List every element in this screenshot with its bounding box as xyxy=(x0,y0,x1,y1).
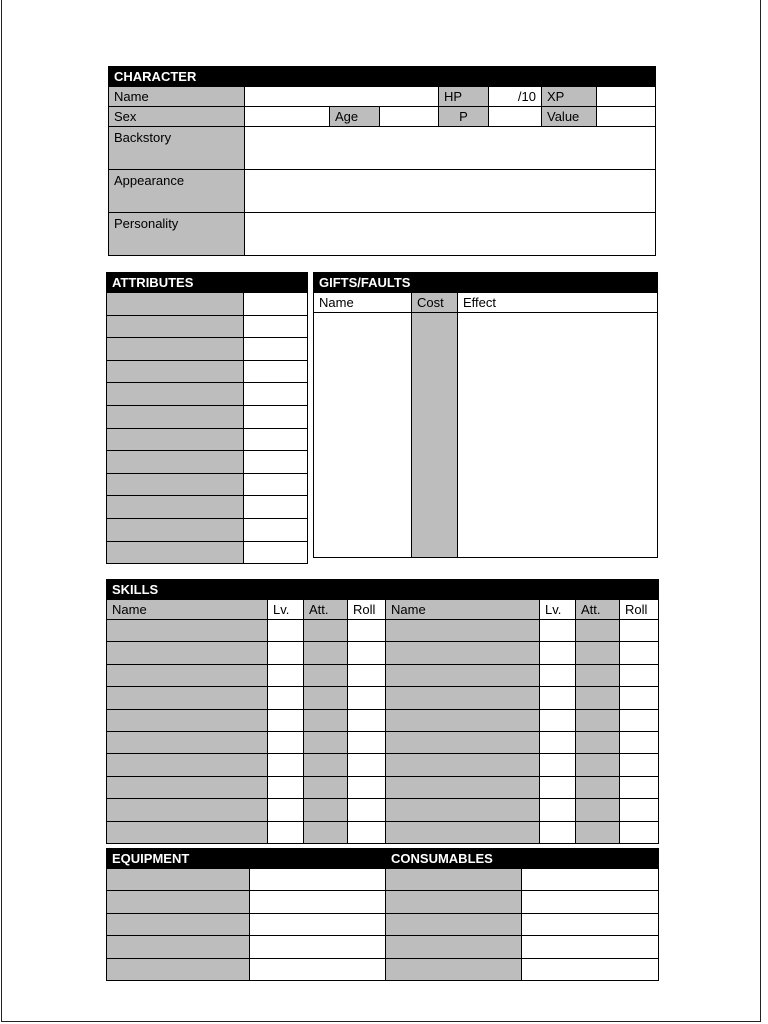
skill-att-cell[interactable] xyxy=(576,799,620,821)
skill-lv-cell[interactable] xyxy=(540,754,576,776)
skill-name-cell[interactable] xyxy=(107,731,268,753)
skill-roll-cell[interactable] xyxy=(348,687,386,709)
value-label: Value xyxy=(542,107,597,127)
skill-roll-cell[interactable] xyxy=(620,687,659,709)
skill-roll-cell[interactable] xyxy=(620,754,659,776)
consumable-value-cell[interactable] xyxy=(522,913,659,935)
consumable-name-cell[interactable] xyxy=(386,869,522,891)
skill-roll-cell[interactable] xyxy=(348,620,386,642)
skill-roll-cell[interactable] xyxy=(348,664,386,686)
equipment-value-cell[interactable] xyxy=(250,958,386,980)
skill-lv-cell[interactable] xyxy=(540,642,576,664)
attribute-value-cell[interactable] xyxy=(244,338,308,361)
gifts-effect-area[interactable] xyxy=(458,313,658,558)
skill-name-cell[interactable] xyxy=(386,642,540,664)
skills-col-name: Name xyxy=(107,600,268,620)
attribute-name-cell[interactable] xyxy=(107,518,244,541)
skill-name-cell[interactable] xyxy=(107,642,268,664)
skill-lv-cell[interactable] xyxy=(540,709,576,731)
attribute-value-cell[interactable] xyxy=(244,383,308,406)
skill-lv-cell[interactable] xyxy=(268,620,304,642)
attribute-row xyxy=(107,541,308,564)
attribute-value-cell[interactable] xyxy=(244,360,308,383)
skill-name-cell[interactable] xyxy=(386,731,540,753)
skill-row xyxy=(107,709,659,731)
equipment-header: EQUIPMENT xyxy=(107,849,386,869)
skill-roll-cell[interactable] xyxy=(620,731,659,753)
skill-name-cell[interactable] xyxy=(386,687,540,709)
skill-name-cell[interactable] xyxy=(386,821,540,843)
skill-roll-cell[interactable] xyxy=(620,709,659,731)
gifts-col-effect: Effect xyxy=(458,293,658,313)
skill-lv-cell[interactable] xyxy=(268,709,304,731)
attribute-name-cell[interactable] xyxy=(107,293,244,316)
skill-name-cell[interactable] xyxy=(107,709,268,731)
attribute-name-cell[interactable] xyxy=(107,338,244,361)
skill-roll-cell[interactable] xyxy=(620,620,659,642)
skill-lv-cell[interactable] xyxy=(268,776,304,798)
consumable-value-cell[interactable] xyxy=(522,936,659,958)
attribute-value-cell[interactable] xyxy=(244,451,308,474)
consumable-value-cell[interactable] xyxy=(522,869,659,891)
name-field[interactable] xyxy=(245,87,439,107)
skill-roll-cell[interactable] xyxy=(348,776,386,798)
value-field[interactable] xyxy=(597,107,656,127)
attribute-value-cell[interactable] xyxy=(244,496,308,519)
skill-att-cell[interactable] xyxy=(304,664,348,686)
attribute-row xyxy=(107,428,308,451)
skill-name-cell[interactable] xyxy=(107,664,268,686)
equipment-row xyxy=(107,869,659,891)
skill-roll-cell[interactable] xyxy=(620,664,659,686)
gifts-table xyxy=(313,272,658,558)
skill-att-cell[interactable] xyxy=(304,642,348,664)
age-label: Age xyxy=(330,107,380,127)
equipment-table xyxy=(106,848,659,981)
skill-name-cell[interactable] xyxy=(386,799,540,821)
skill-lv-cell[interactable] xyxy=(540,620,576,642)
attribute-row xyxy=(107,451,308,474)
skill-row xyxy=(107,731,659,753)
equipment-value-cell[interactable] xyxy=(250,913,386,935)
equipment-value-cell[interactable] xyxy=(250,891,386,913)
backstory-field[interactable] xyxy=(245,127,656,170)
skill-lv-cell[interactable] xyxy=(268,821,304,843)
skill-roll-cell[interactable] xyxy=(620,799,659,821)
gifts-col-cost: Cost xyxy=(412,293,458,313)
skill-row xyxy=(107,821,659,843)
p-field[interactable] xyxy=(489,107,542,127)
skill-att-cell[interactable] xyxy=(304,709,348,731)
attribute-value-cell[interactable] xyxy=(244,541,308,564)
skill-roll-cell[interactable] xyxy=(348,821,386,843)
skill-row xyxy=(107,642,659,664)
sex-field[interactable] xyxy=(245,107,330,127)
consumable-name-cell[interactable] xyxy=(386,936,522,958)
equipment-name-cell[interactable] xyxy=(107,958,250,980)
skill-lv-cell[interactable] xyxy=(540,776,576,798)
skill-row xyxy=(107,799,659,821)
consumable-value-cell[interactable] xyxy=(522,958,659,980)
attribute-name-cell[interactable] xyxy=(107,496,244,519)
skill-att-cell[interactable] xyxy=(576,731,620,753)
age-field[interactable] xyxy=(380,107,439,127)
consumables-header: CONSUMABLES xyxy=(386,849,659,869)
skill-att-cell[interactable] xyxy=(576,776,620,798)
equipment-name-cell[interactable] xyxy=(107,936,250,958)
skill-lv-cell[interactable] xyxy=(268,687,304,709)
skill-lv-cell[interactable] xyxy=(540,731,576,753)
skill-lv-cell[interactable] xyxy=(268,664,304,686)
hp-field[interactable]: /10 xyxy=(489,87,542,107)
skill-att-cell[interactable] xyxy=(576,664,620,686)
skill-att-cell[interactable] xyxy=(304,821,348,843)
personality-label: Personality xyxy=(109,213,245,256)
skill-name-cell[interactable] xyxy=(386,754,540,776)
skill-name-cell[interactable] xyxy=(107,687,268,709)
attribute-value-cell[interactable] xyxy=(244,405,308,428)
attribute-value-cell[interactable] xyxy=(244,315,308,338)
attribute-name-cell[interactable] xyxy=(107,315,244,338)
consumable-name-cell[interactable] xyxy=(386,913,522,935)
attribute-row xyxy=(107,315,308,338)
skill-att-cell[interactable] xyxy=(576,709,620,731)
attribute-name-cell[interactable] xyxy=(107,451,244,474)
equipment-row xyxy=(107,891,659,913)
skill-att-cell[interactable] xyxy=(304,620,348,642)
attribute-value-cell[interactable] xyxy=(244,518,308,541)
skill-roll-cell[interactable] xyxy=(348,799,386,821)
attribute-name-cell[interactable] xyxy=(107,473,244,496)
xp-label: XP xyxy=(542,87,597,107)
attributes-header: ATTRIBUTES xyxy=(107,273,308,293)
skill-att-cell[interactable] xyxy=(576,821,620,843)
skills-col-roll-2: Roll xyxy=(620,600,659,620)
skill-att-cell[interactable] xyxy=(304,731,348,753)
skills-col-att: Att. xyxy=(304,600,348,620)
hp-label: HP xyxy=(439,87,489,107)
skill-lv-cell[interactable] xyxy=(268,799,304,821)
skill-att-cell[interactable] xyxy=(304,776,348,798)
attribute-value-cell[interactable] xyxy=(244,428,308,451)
equipment-row xyxy=(107,913,659,935)
skill-name-cell[interactable] xyxy=(386,664,540,686)
equipment-value-cell[interactable] xyxy=(250,869,386,891)
skill-lv-cell[interactable] xyxy=(268,754,304,776)
gifts-name-area[interactable] xyxy=(314,313,412,558)
skill-att-cell[interactable] xyxy=(304,687,348,709)
gifts-header: GIFTS/FAULTS xyxy=(314,273,658,293)
skills-col-lv: Lv. xyxy=(268,600,304,620)
skill-row xyxy=(107,776,659,798)
sex-label: Sex xyxy=(109,107,245,127)
attributes-table xyxy=(106,272,308,564)
skill-att-cell[interactable] xyxy=(304,799,348,821)
skill-name-cell[interactable] xyxy=(386,620,540,642)
skill-roll-cell[interactable] xyxy=(348,754,386,776)
attribute-name-cell[interactable] xyxy=(107,541,244,564)
backstory-label: Backstory xyxy=(109,127,245,170)
skill-row xyxy=(107,620,659,642)
attribute-name-cell[interactable] xyxy=(107,428,244,451)
xp-field[interactable] xyxy=(597,87,656,107)
skills-col-att-2: Att. xyxy=(576,600,620,620)
skills-header: SKILLS xyxy=(107,580,659,600)
skill-name-cell[interactable] xyxy=(107,821,268,843)
skill-name-cell[interactable] xyxy=(107,620,268,642)
skill-lv-cell[interactable] xyxy=(540,664,576,686)
skills-col-roll: Roll xyxy=(348,600,386,620)
attribute-row xyxy=(107,338,308,361)
equipment-row xyxy=(107,936,659,958)
equipment-row xyxy=(107,958,659,980)
skill-row xyxy=(107,664,659,686)
equipment-name-cell[interactable] xyxy=(107,913,250,935)
attribute-row xyxy=(107,518,308,541)
attribute-row xyxy=(107,473,308,496)
skill-name-cell[interactable] xyxy=(107,799,268,821)
attribute-row xyxy=(107,405,308,428)
equipment-value-cell[interactable] xyxy=(250,936,386,958)
skill-row xyxy=(107,687,659,709)
equipment-name-cell[interactable] xyxy=(107,891,250,913)
attribute-row xyxy=(107,496,308,519)
skill-name-cell[interactable] xyxy=(386,709,540,731)
consumable-value-cell[interactable] xyxy=(522,891,659,913)
skill-att-cell[interactable] xyxy=(576,687,620,709)
skill-roll-cell[interactable] xyxy=(620,821,659,843)
skill-att-cell[interactable] xyxy=(576,642,620,664)
character-table xyxy=(108,66,656,256)
skill-name-cell[interactable] xyxy=(386,776,540,798)
skill-roll-cell[interactable] xyxy=(620,642,659,664)
gifts-cost-area[interactable] xyxy=(412,313,458,558)
skill-roll-cell[interactable] xyxy=(348,731,386,753)
skill-name-cell[interactable] xyxy=(107,776,268,798)
skill-lv-cell[interactable] xyxy=(540,821,576,843)
skill-lv-cell[interactable] xyxy=(540,687,576,709)
skills-col-name-2: Name xyxy=(386,600,540,620)
appearance-label: Appearance xyxy=(109,170,245,213)
attribute-name-cell[interactable] xyxy=(107,383,244,406)
gifts-col-name: Name xyxy=(314,293,412,313)
skill-row xyxy=(107,754,659,776)
skill-roll-cell[interactable] xyxy=(348,709,386,731)
personality-field[interactable] xyxy=(245,213,656,256)
skill-roll-cell[interactable] xyxy=(348,642,386,664)
p-label: P xyxy=(439,107,489,127)
attribute-value-cell[interactable] xyxy=(244,473,308,496)
skill-roll-cell[interactable] xyxy=(620,776,659,798)
name-label: Name xyxy=(109,87,245,107)
attribute-name-cell[interactable] xyxy=(107,405,244,428)
skill-att-cell[interactable] xyxy=(576,620,620,642)
skill-lv-cell[interactable] xyxy=(268,642,304,664)
skill-att-cell[interactable] xyxy=(304,754,348,776)
skills-table xyxy=(106,579,659,844)
attribute-name-cell[interactable] xyxy=(107,360,244,383)
character-header: CHARACTER xyxy=(109,67,656,87)
consumable-name-cell[interactable] xyxy=(386,958,522,980)
attribute-row xyxy=(107,360,308,383)
skill-name-cell[interactable] xyxy=(107,754,268,776)
equipment-name-cell[interactable] xyxy=(107,869,250,891)
attribute-row xyxy=(107,383,308,406)
skill-lv-cell[interactable] xyxy=(268,731,304,753)
attribute-row xyxy=(107,293,308,316)
consumable-name-cell[interactable] xyxy=(386,891,522,913)
skill-att-cell[interactable] xyxy=(576,754,620,776)
appearance-field[interactable] xyxy=(245,170,656,213)
skill-lv-cell[interactable] xyxy=(540,799,576,821)
attribute-value-cell[interactable] xyxy=(244,293,308,316)
skills-col-lv-2: Lv. xyxy=(540,600,576,620)
